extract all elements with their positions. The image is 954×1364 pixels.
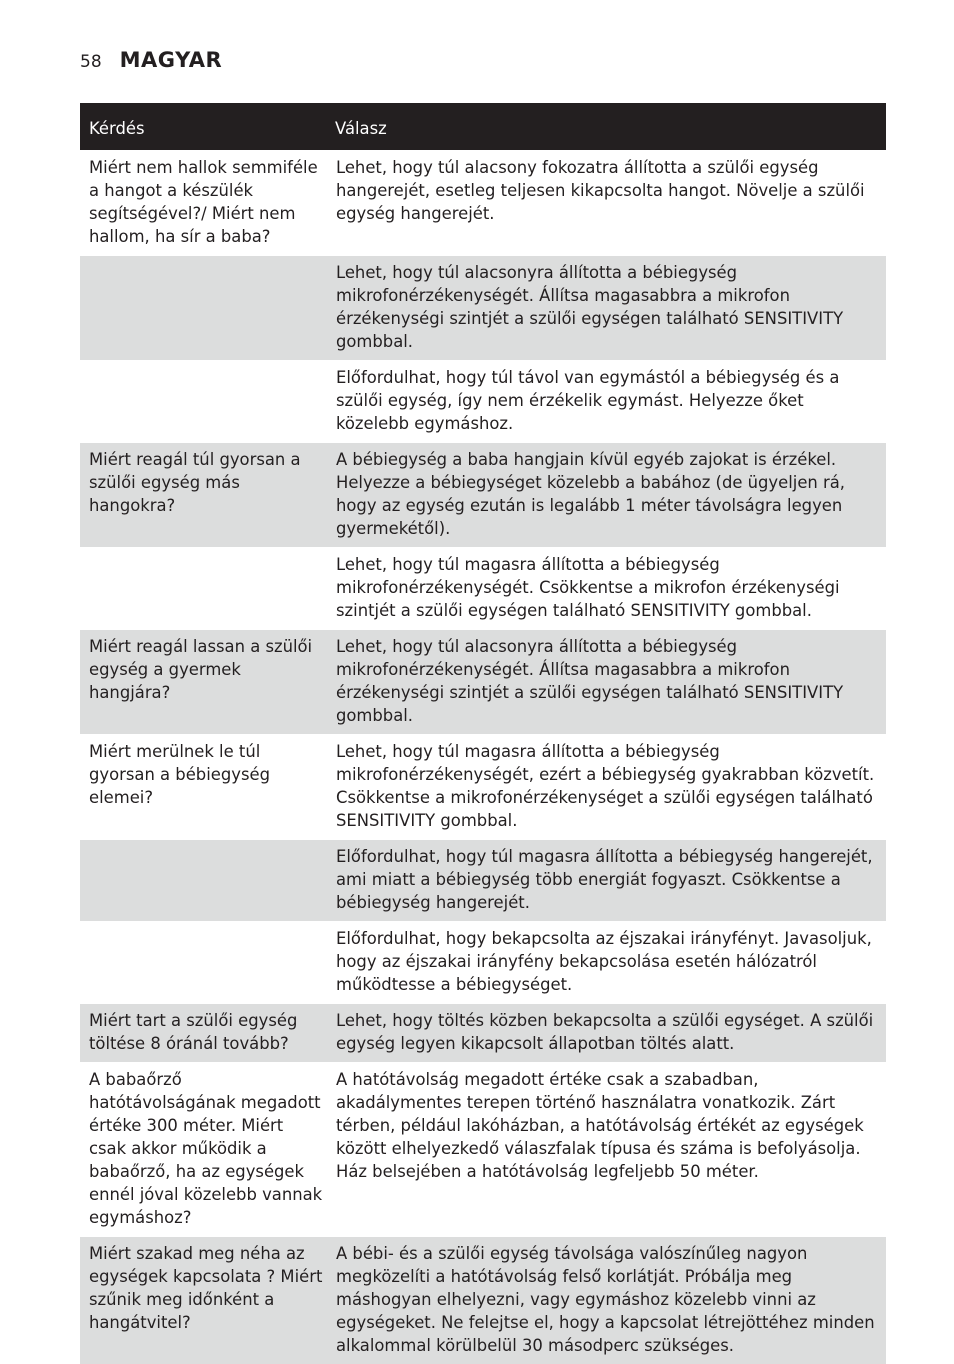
header-answer: Válasz (327, 103, 886, 151)
header-question: Kérdés (80, 103, 327, 151)
question-cell: Miért merülnek le túl gyorsan a bébiegység elemei? (80, 735, 327, 840)
table-row (80, 151, 886, 256)
answer-cell: Lehet, hogy túl alacsonyra állította a bébiegység mikrofonérzékenységét. Állítsa magasabbra a mikrofon érzékenységi szintjét a szülői egységen található SENSITIVITY gombbal. (327, 630, 886, 735)
table-row (80, 1004, 886, 1063)
question-cell: Miért reagál túl gyorsan a szülői egység más hangokra? (80, 443, 327, 548)
question-cell (80, 256, 327, 361)
table-row (80, 840, 886, 922)
question-cell: Miért reagál lassan a szülői egység a gyermek hangjára? (80, 630, 327, 735)
answer-cell: Lehet, hogy túl alacsony fokozatra állította a szülői egység hangerejét, esetleg teljesen kikapcsolta hangot. Növelje a szülői egység hangerejét. (327, 151, 886, 256)
page-header (80, 48, 222, 72)
answer-cell: Lehet, hogy túl alacsonyra állította a bébiegység mikrofonérzékenységét. Állítsa magasabbra a mikrofon érzékenységi szintjét a szülői egységen található SENSITIVITY gombbal. (327, 256, 886, 361)
table-row (80, 1063, 886, 1237)
table-header (80, 103, 886, 151)
table-row (80, 630, 886, 735)
question-cell (80, 548, 327, 630)
question-cell: A babaőrző hatótávolságának megadott értéke 300 méter. Miért csak akkor működik a babaőrző, ha az egységek ennél jóval közelebb vannak egymáshoz? (80, 1063, 327, 1237)
answer-cell: Előfordulhat, hogy bekapcsolta az éjszakai irányfényt. Javasoljuk, hogy az éjszakai irányfény bekapcsolása esetén hálózatról működtesse a bébiegységet. (327, 922, 886, 1004)
table-row (80, 922, 886, 1004)
answer-cell: Lehet, hogy túl magasra állította a bébiegység mikrofonérzékenységét. Csökkentse a mikrofon érzékenységi szintjét a szülői egységen található SENSITIVITY gombbal. (327, 548, 886, 630)
table-row (80, 361, 886, 443)
question-cell: Miért szakad meg néha az egységek kapcsolata ? Miért szűnik meg időnként a hangátvitel? (80, 1237, 327, 1364)
page-language-title: MAGYAR (120, 48, 223, 72)
table-row (80, 256, 886, 361)
question-cell: Miért nem hallok semmiféle a hangot a készülék segítségével?/ Miért nem hallom, ha sír a baba? (80, 151, 327, 256)
answer-cell: Előfordulhat, hogy túl távol van egymástól a bébiegység és a szülői egység, így nem érzékelik egymást. Helyezze őket közelebb egymáshoz. (327, 361, 886, 443)
table-row (80, 1237, 886, 1364)
table-body (80, 151, 886, 1364)
answer-cell: A bébiegység a baba hangjain kívül egyéb zajokat is érzékel. Helyezze a bébiegységet közelebb a babához (de ügyeljen rá, hogy az egység ezután is legalább 1 méter távolságra legyen gyermekétől). (327, 443, 886, 548)
answer-cell: Előfordulhat, hogy túl magasra állította a bébiegység hangerejét, ami miatt a bébiegység több energiát fogyaszt. Csökkentse a bébiegység hangerejét. (327, 840, 886, 922)
question-cell (80, 840, 327, 922)
question-cell: Miért tart a szülői egység töltése 8 óránál tovább? (80, 1004, 327, 1063)
table-row (80, 735, 886, 840)
answer-cell: Lehet, hogy töltés közben bekapcsolta a szülői egységet. A szülői egység legyen kikapcsolt állapotban töltés alatt. (327, 1004, 886, 1063)
table-row (80, 548, 886, 630)
table-header-row (80, 103, 886, 151)
troubleshooting-table (80, 103, 886, 1364)
question-cell (80, 361, 327, 443)
question-cell (80, 922, 327, 1004)
answer-cell: Lehet, hogy túl magasra állította a bébiegység mikrofonérzékenységét, ezért a bébiegység gyakrabban közvetít. Csökkentse a mikrofonérzékenységet a szülői egységen található SENSITIVITY gombbal. (327, 735, 886, 840)
answer-cell: A bébi- és a szülői egység távolsága valószínűleg nagyon megközelíti a hatótávolság felső korlátját. Próbálja meg máshogyan elhelyezni, vagy egymáshoz közelebb vinni az egységeket. Ne felejtse el, hogy a kapcsolat létrejöttéhez minden alkalommal körülbelül 30 másodperc szükséges. (327, 1237, 886, 1364)
answer-cell: A hatótávolság megadott értéke csak a szabadban, akadálymentes terepen történő használatra vonatkozik. Zárt térben, például lakóházban, a hatótávolság értékét az egységek között elhelyezkedő válaszfalak típusa és száma is befolyásolja. Ház belsejében a hatótávolság legfeljebb 50 méter. (327, 1063, 886, 1237)
page-number: 58 (80, 52, 102, 72)
table-row (80, 443, 886, 548)
